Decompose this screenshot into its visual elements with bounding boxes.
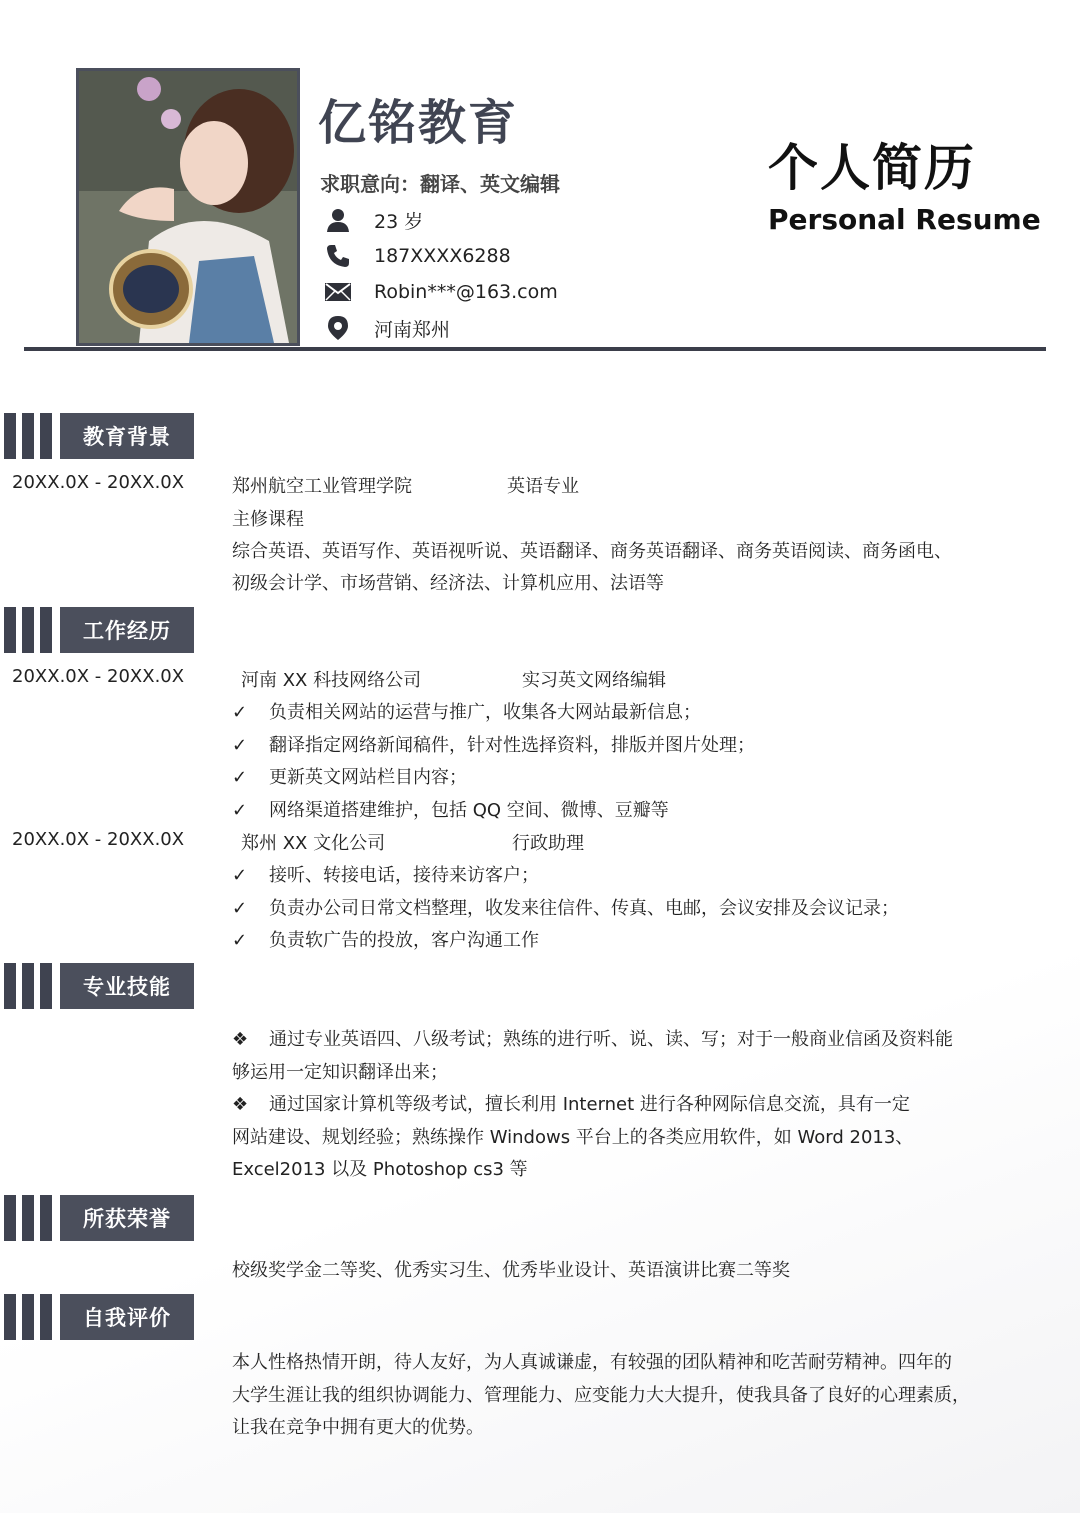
section-bar <box>4 607 16 653</box>
duty-text: 网络渠道搭建维护，包括 QQ 空间、微博、豆瓣等 <box>269 800 669 821</box>
duty-text: 翻译指定网络新闻稿件，针对性选择资料，排版并图片处理； <box>269 735 755 756</box>
section-header-education <box>4 413 194 459</box>
section-title: 所获荣誉 <box>60 1195 194 1241</box>
duty-text: 负责软广告的投放，客户沟通工作 <box>269 930 539 951</box>
section-bar <box>40 963 52 1009</box>
skill-item <box>232 1089 1012 1187</box>
self-eval-line: 让我在竞争中拥有更大的优势。 <box>232 1417 484 1438</box>
section-bar <box>4 413 16 459</box>
section-bar <box>4 1294 16 1340</box>
skill-line: 网站建设、规划经验；熟练操作 Windows 平台上的各类应用软件，如 Word 2013、 <box>232 1126 914 1148</box>
section-bar <box>40 1195 52 1241</box>
education-date: 20XX.0X - 20XX.0X <box>12 472 185 493</box>
job-role: 实习英文网络编辑 <box>522 670 666 691</box>
info-age <box>322 204 423 236</box>
section-bar <box>22 963 34 1009</box>
section-bar <box>22 1195 34 1241</box>
check-icon: ✓ <box>232 767 248 788</box>
section-bar <box>40 1294 52 1340</box>
skill-line: 够运用一定知识翻译出来； <box>232 1061 448 1083</box>
skill-text: 通过国家计算机等级考试，擅长利用 Internet 进行各种网际信息交流，具有一定 <box>269 1094 910 1115</box>
section-title: 自我评价 <box>60 1294 194 1340</box>
email-text: Robin***@163.com <box>374 281 558 303</box>
duty-text: 负责办公司日常文档整理，收发来往信件、传真、电邮，会议安排及会议记录； <box>269 898 899 919</box>
self-evaluation-text <box>232 1347 1012 1445</box>
section-bar <box>22 1294 34 1340</box>
age-text: 23 岁 <box>374 210 424 233</box>
check-icon: ✓ <box>232 702 248 723</box>
title-chinese: 个人简历 <box>768 139 976 197</box>
duty-item <box>232 698 701 724</box>
section-bar <box>40 413 52 459</box>
section-header-skills <box>4 963 194 1009</box>
courses-label: 主修课程 <box>232 509 304 530</box>
section-bar <box>22 413 34 459</box>
job-intent: 求职意向：翻译、英文编辑 <box>320 172 560 196</box>
courses-line: 初级会计学、市场营销、经济法、计算机应用、法语等 <box>232 573 664 594</box>
education-school: 郑州航空工业管理学院 <box>232 476 412 497</box>
brand-name: 亿铭教育 <box>318 95 519 151</box>
check-icon: ✓ <box>232 930 248 951</box>
section-bar <box>4 963 16 1009</box>
check-icon: ✓ <box>232 800 248 821</box>
courses-line: 综合英语、英语写作、英语视听说、英语翻译、商务英语翻译、商务英语阅读、商务函电、 <box>232 541 952 562</box>
duty-text: 接听、转接电话，接待来访客户； <box>269 865 539 886</box>
education-major: 英语专业 <box>507 476 579 497</box>
header-divider <box>24 347 1046 351</box>
phone-icon <box>322 240 354 272</box>
check-icon: ✓ <box>232 865 248 886</box>
duty-item <box>232 731 755 757</box>
section-bar <box>40 607 52 653</box>
duty-item <box>232 926 539 952</box>
section-title: 专业技能 <box>60 963 194 1009</box>
self-eval-line: 大学生涯让我的组织协调能力、管理能力、应变能力大大提升，使我具备了良好的心理素质， <box>232 1384 970 1406</box>
profile-photo <box>76 68 300 346</box>
skill-line <box>232 1089 1012 1122</box>
duty-item <box>232 796 669 822</box>
job-company: 郑州 XX 文化公司 <box>241 833 386 854</box>
honors-text: 校级奖学金二等奖、优秀实习生、优秀毕业设计、英语演讲比赛二等奖 <box>232 1260 790 1281</box>
skill-line <box>232 1024 1012 1057</box>
check-icon: ✓ <box>232 735 248 756</box>
diamond-bullet-icon: ❖ <box>232 1029 249 1050</box>
skill-item <box>232 1024 1012 1089</box>
title-english: Personal Resume <box>768 203 1041 236</box>
section-title: 教育背景 <box>60 413 194 459</box>
info-phone <box>322 240 511 272</box>
section-header-self-evaluation <box>4 1294 194 1340</box>
skill-text: 通过专业英语四、八级考试；熟练的进行听、说、读、写；对于一般商业信函及资料能 <box>269 1029 953 1050</box>
info-location <box>322 312 450 344</box>
duty-item <box>232 763 467 789</box>
self-eval-line: 本人性格热情开朗，待人友好，为人真诚谦虚，有较强的团队精神和吃苦耐劳精神。四年的 <box>232 1352 952 1373</box>
skill-line: Excel2013 以及 Photoshop cs3 等 <box>232 1159 528 1180</box>
section-title: 工作经历 <box>60 607 194 653</box>
section-header-work <box>4 607 194 653</box>
check-icon: ✓ <box>232 898 248 919</box>
duty-item <box>232 861 539 887</box>
duty-text: 负责相关网站的运营与推广，收集各大网站最新信息； <box>269 702 701 723</box>
job-company: 河南 XX 科技网络公司 <box>241 670 422 691</box>
diamond-bullet-icon: ❖ <box>232 1094 249 1115</box>
section-bar <box>4 1195 16 1241</box>
job-role: 行政助理 <box>512 833 584 854</box>
job-date: 20XX.0X - 20XX.0X <box>12 829 185 850</box>
location-pin-icon <box>322 312 354 344</box>
person-icon <box>322 204 354 236</box>
duty-text: 更新英文网站栏目内容； <box>269 767 467 788</box>
info-email <box>322 276 558 308</box>
location-text: 河南郑州 <box>374 318 451 341</box>
duty-item <box>232 894 899 920</box>
job-date: 20XX.0X - 20XX.0X <box>12 666 185 687</box>
section-header-honors <box>4 1195 194 1241</box>
envelope-icon <box>322 276 354 308</box>
phone-text: 187XXXX6288 <box>374 245 511 267</box>
section-bar <box>22 607 34 653</box>
